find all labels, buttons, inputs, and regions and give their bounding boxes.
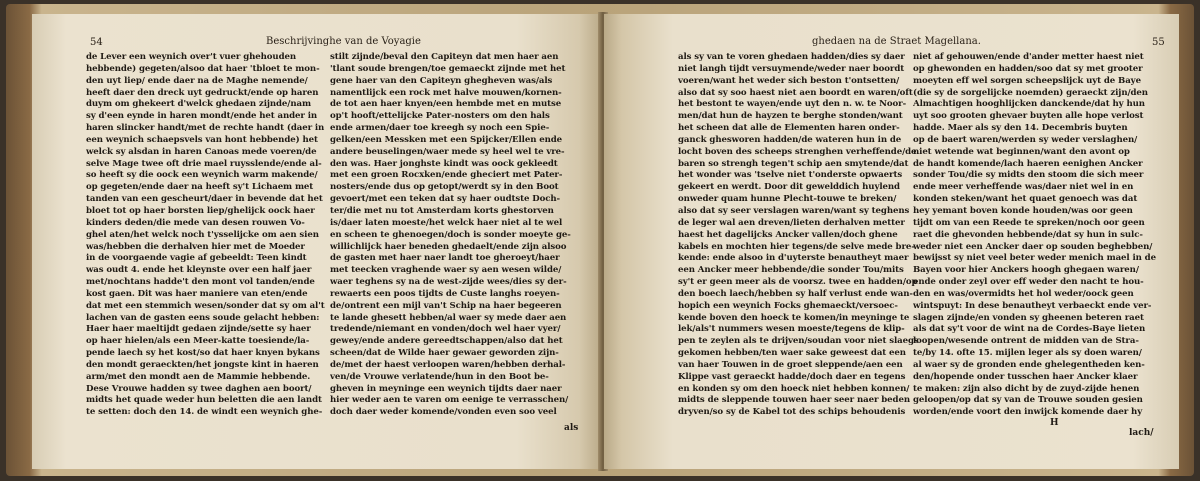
text-line: kinders deden/die mede van desen rouwen Vo- <box>86 217 305 228</box>
text-line: niet langh tijdt versuymende/weder naer boordt <box>678 63 905 74</box>
text-line: ende meer verheffende was/daer niet wel in en <box>913 182 1134 193</box>
text-line: gelken/een Messken met een Spijcker/Ellen ende <box>330 134 563 145</box>
text-line: den uyt liep/ ende daer na de Maghe nemende/ <box>86 75 308 86</box>
text-line: waer teghens sy na de west-zijde wees/dies sy der- <box>330 277 567 288</box>
text-line: lachen van de gasten eens soude gelacht hebben: <box>86 312 320 323</box>
text-line: sy d'een eynde in haren mondt/ende het ander in <box>86 111 318 122</box>
text-line: gheven in meyninge een weynich tijdts daer naer <box>330 383 562 394</box>
text-line: midts de sleppende touwen haer seer naer beden <box>678 395 910 406</box>
text-line: hey yemant boven konde houden/was oor geen <box>913 205 1133 216</box>
text-line: het scheen dat alle de Elementen haren onder- <box>678 123 900 134</box>
text-line: onweder quam hunne Plecht-touwe te breken/ <box>678 194 897 205</box>
text-line: den en was/overmidts het hol weder/oock geen <box>913 288 1134 299</box>
text-line: op gegeten/ende daer na heeft sy't Lichaem met <box>86 182 314 193</box>
text-line: is/daer laten moeste/het welck haer niet al te wel <box>330 217 563 228</box>
text-line: heeft daer den dreck uyt gedruckt/ende op haren <box>86 87 319 98</box>
text-line: welck sy alsdan in haren Canoas mede voeren/de <box>86 146 317 157</box>
text-line: sy't er geen meer als de voorsz. twee en hadden/op <box>678 277 918 288</box>
text-line: dat met een stemmich wesen/sonder dat sy om al't <box>86 300 325 311</box>
text-line: op de baert waren/werden sy weder verslaghen/ <box>913 134 1138 145</box>
text-line: kabels en mochten hier tegens/de selve mede bre- <box>678 241 915 252</box>
text-line: op ghewonden en hadden/soo dat sy met grooter <box>913 63 1143 74</box>
text-line: selve Mage twee oft drie mael ruysslende/ende al- <box>86 158 322 169</box>
signature-mark: H <box>1050 418 1059 428</box>
text-line: als dat sy't voor de wint na de Cordes-Baye lieten <box>913 324 1146 335</box>
text-line: de Lever een weynich over't vuer ghehouden <box>86 52 296 62</box>
text-line: den mondt geraeckten/het jongste kint in haeren <box>86 359 319 370</box>
right-page-number: 55 <box>1152 37 1165 48</box>
text-line: dryven/so sy de Kabel tot des schips behoudenis <box>678 407 906 418</box>
text-line: slagen zijnde/en vonden sy gheenen beteren raet <box>913 312 1144 323</box>
text-line: duym om ghekeert d'welck ghedaen zijnde/nam <box>86 99 311 110</box>
text-line: voeren/want het weder sich beston t'ontsetten/ <box>678 75 900 86</box>
text-line: doch daer weder komende/vonden even soo veel <box>330 407 557 418</box>
text-line: tijdt om van een Reede te spreken/noch oor geen <box>913 217 1145 228</box>
text-line: ghel aten/het welck noch t'ysselijcke om aen sien <box>86 229 319 240</box>
text-line: men/dat hun de hayzen te berghe stonden/want <box>678 111 903 122</box>
text-line: Klippe vast geraeckt hadde/doch daer en tegens <box>678 371 906 382</box>
text-line: een Ancker meer hebbende/die sonder Tou/mits <box>678 265 904 276</box>
text-line: moeyten eff wel sorgen scheepslijck uyt de Baye <box>913 75 1141 86</box>
text-line: en scheen te ghenoegen/doch is sonder moeyte ge- <box>330 229 571 240</box>
text-line: nosters/ende dus op getopt/werdt sy in den Boot <box>330 182 559 193</box>
text-line: het bestont te wayen/ende uyt den n. w. te Noor- <box>678 99 907 110</box>
text-line: rewaerts een poos tijdts de Custe langhs roeyen- <box>330 288 560 299</box>
text-line: loopen/wesende ontrent de midden van de Stra- <box>913 336 1139 347</box>
text-line: gekomen hebben/ten waer sake geweest dat een <box>678 348 906 359</box>
text-line: ganck ghesworen hadden/de wateren hun in de <box>678 134 902 145</box>
text-line: den/hopende onder tusschen haer Ancker klaer <box>913 371 1138 382</box>
text-line: worden/ende voort den inwijck komende daer hy <box>913 407 1143 418</box>
right-running-head: ghedaen na de Straet Magellana. <box>812 36 981 47</box>
text-line: was/hebben die derhalven hier met de Moeder <box>86 241 305 252</box>
text-line: sonder Tou/die sy midts den stoom die sich meer <box>913 170 1144 181</box>
text-line: al waer sy de gronden ende ghelegentheden ken- <box>913 359 1145 370</box>
text-line: gevoert/met een teken dat sy haer oudtste Doch- <box>330 194 561 205</box>
left-column-2 <box>330 52 592 419</box>
left-catchword: als <box>564 423 579 433</box>
left-column-1 <box>86 52 348 419</box>
text-line: het wonder was 'tselve niet t'onderste opwaerts <box>678 170 903 181</box>
text-line: de/met der haest verloopen waren/hebben derhal- <box>330 359 566 370</box>
text-line: hopich een weynich Focks ghemaeckt/versoec- <box>678 300 898 311</box>
text-line: ende armen/daer toe kreegh sy noch een Spie- <box>330 123 550 134</box>
text-line: den boech laech/hebben sy half verlust ende wan- <box>678 288 913 299</box>
text-line: van haer Touwen in de groet sleppende/aen een <box>678 359 903 370</box>
text-line: ven/de Vrouwe verlatende/hun in den Boot be- <box>330 371 549 382</box>
text-line: een weynich schaepsvels van hont hebbende) het <box>86 134 318 145</box>
text-line: namentlijck een rock met halve mouwen/kornen- <box>330 87 562 98</box>
text-line: en konden sy om den hoeck niet hebben konnen/ <box>678 383 910 394</box>
text-line: niet wetende wat beginnen/want den avont op <box>913 146 1130 157</box>
text-line: Haer haer maeltijdt gedaen zijnde/sette sy haer <box>86 324 311 335</box>
text-line: haest het dagelijcks Ancker vallen/doch ghene <box>678 229 898 240</box>
text-line: stilt zijnde/beval den Capiteyn dat men haer aen <box>330 52 559 62</box>
text-line: met een groen Rocxken/ende gheciert met Pater- <box>330 170 563 181</box>
text-line: hadde. Maer als sy den 14. Decembris buyten <box>913 123 1128 134</box>
text-line: midts het quade weder hun beletten die aen landt <box>86 395 322 406</box>
text-line: bewijsst sy niet veel beter weder menich mael in de <box>913 253 1156 264</box>
text-line: de tot aen haer knyen/een hembde met en mutse <box>330 99 562 110</box>
text-line: op't hooft/ettelijcke Pater-nosters om den hals <box>330 111 550 122</box>
left-running-head: Beschrijvinghe van de Voyagie <box>266 36 421 47</box>
text-line: pen te zeylen als te drijven/soudan voor niet slaegs <box>678 336 919 347</box>
text-line: tanden van een gescheurt/daer in bevende dat het <box>86 194 323 205</box>
text-line: als sy van te voren ghedaen hadden/dies sy daer <box>678 52 905 62</box>
right-page <box>604 14 1179 469</box>
text-line: gekeert en werdt. Door dit gewelddich huylend <box>678 182 900 193</box>
text-line: lek/als't nummers wesen moeste/tegens de klip- <box>678 324 905 335</box>
text-line: arm/met den mondt aen de Mammie hebbende. <box>86 371 311 382</box>
text-line: met teecken vraghende waer sy aen wesen wilde/ <box>330 265 562 276</box>
text-line: andere beuselingen/waer mede sy heel wel te vre- <box>330 146 565 157</box>
right-catchword: lach/ <box>1129 428 1154 438</box>
text-line: haren slincker handt/met de rechte handt (daer in <box>86 123 325 134</box>
right-column-2 <box>913 52 1175 419</box>
text-line: kende: ende alsoo in d'uyterste benautheyt maer <box>678 253 909 264</box>
text-line: scheen/dat de Wilde haer gewaer geworden zijn- <box>330 348 559 359</box>
text-line: ende onder zeyl over eff weder den nacht te hou- <box>913 277 1144 288</box>
text-line: kende boven den hoeck te komen/in meyninge te <box>678 312 910 323</box>
text-line: pende laech sy het kost/so dat haer knyen bykans <box>86 348 320 359</box>
text-line: Almachtigen hooghlijcken danckende/dat hy hun <box>913 99 1145 110</box>
text-line: weder niet een Ancker daer op souden beghebben/ <box>913 241 1153 252</box>
text-line: uyt soo grooten ghevaer buyten alle hope verlost <box>913 111 1144 122</box>
text-line: raet die ghevonden hebbende/dat sy hun in sulc- <box>913 229 1143 240</box>
text-line: de leger wal aen dreven/lieten derhalven metter <box>678 217 905 228</box>
text-line: te lande ghesett hebben/al waer sy mede daer aen <box>330 312 567 323</box>
text-line: de handt komende/lach haeren eenighen Ancker <box>913 158 1143 169</box>
left-page-number: 54 <box>90 37 103 48</box>
text-line: gewey/ende andere gereedtschappen/also dat het <box>330 336 563 347</box>
text-line: Bayen voor hier Anckers hoogh ghegaen waren/ <box>913 265 1139 276</box>
text-line: kost gaen. Dit was haer maniere van eten/ende <box>86 288 308 299</box>
text-line: was oudt 4. ende het kleynste over een half jaer <box>86 265 312 276</box>
text-line: locht boven des scheeps strenghen verheffende/de <box>678 146 917 157</box>
text-line: niet af gehouwen/ende d'ander metter haest niet <box>913 52 1144 62</box>
text-line: gene haer van den Capiteyn ghegheven was/als <box>330 75 553 86</box>
text-line: tredende/niemant en vonden/doch wel haer vyer/ <box>330 324 561 335</box>
text-line: baren so strengh tegen't schip aen smytende/dat <box>678 158 909 169</box>
text-line: (die sy de sorgelijcke noemden) geraeckt zijn/den <box>913 87 1148 98</box>
text-line: op haer hielen/als een Meer-katte toesiende/la- <box>86 336 310 347</box>
text-line: geloopen/op dat sy van de Trouwe souden gesien <box>913 395 1143 406</box>
text-line: wintspuyt: In dese benautheyt verbaeckt ende ver- <box>913 300 1152 311</box>
text-line: willichlijck haer beneden ghedaelt/ende zijn alsoo <box>330 241 567 252</box>
text-line: te maken: zijn also dicht by de zuyd-zijde henen <box>913 383 1140 394</box>
text-line: de/ontrent een mijl van't Schip na haer begeeren <box>330 300 562 311</box>
text-line: 'tlant soude brengen/toe gemaeckt zijnde met het <box>330 63 566 74</box>
text-line: te/by 14. ofte 15. mijlen leger als sy doen waren/ <box>913 348 1142 359</box>
text-line: so heeft sy die oock een weynich warm makende/ <box>86 170 318 181</box>
text-line: den was. Haer jonghste kindt was oock gekleedt <box>330 158 558 169</box>
text-line: met/nochtans hadde't den mont vol tanden/ende <box>86 277 315 288</box>
left-page <box>32 14 602 469</box>
text-line: bloet tot op haer borsten liep/ghelijck oock haer <box>86 205 315 216</box>
text-line: also dat sy seer verslagen waren/want sy teghens <box>678 205 910 216</box>
text-line: in de voorgaende vagie af gebeeldt: Teen kindt <box>86 253 307 264</box>
text-line: konden steken/want het quaet genoech was dat <box>913 194 1138 205</box>
text-line: de gasten met haer naer landt toe gheroeyt/haer <box>330 253 560 264</box>
right-column-1 <box>678 52 940 419</box>
text-line: hier weder aen te varen om eenige te verrasschen/ <box>330 395 569 406</box>
text-line: ter/die met nu tot Amsterdam korts ghestorven <box>330 205 554 216</box>
open-book <box>6 4 1194 476</box>
text-line: hebbende) gegeten/alsoo dat haer 'tbloet te mon- <box>86 63 320 74</box>
text-line: also dat sy soo haest niet aen boordt en waren/oft <box>678 87 913 98</box>
text-line: te setten: doch den 14. de windt een weynich ghe- <box>86 407 323 418</box>
text-line: Dese Vrouwe hadden sy twee daghen aen boort/ <box>86 383 312 394</box>
